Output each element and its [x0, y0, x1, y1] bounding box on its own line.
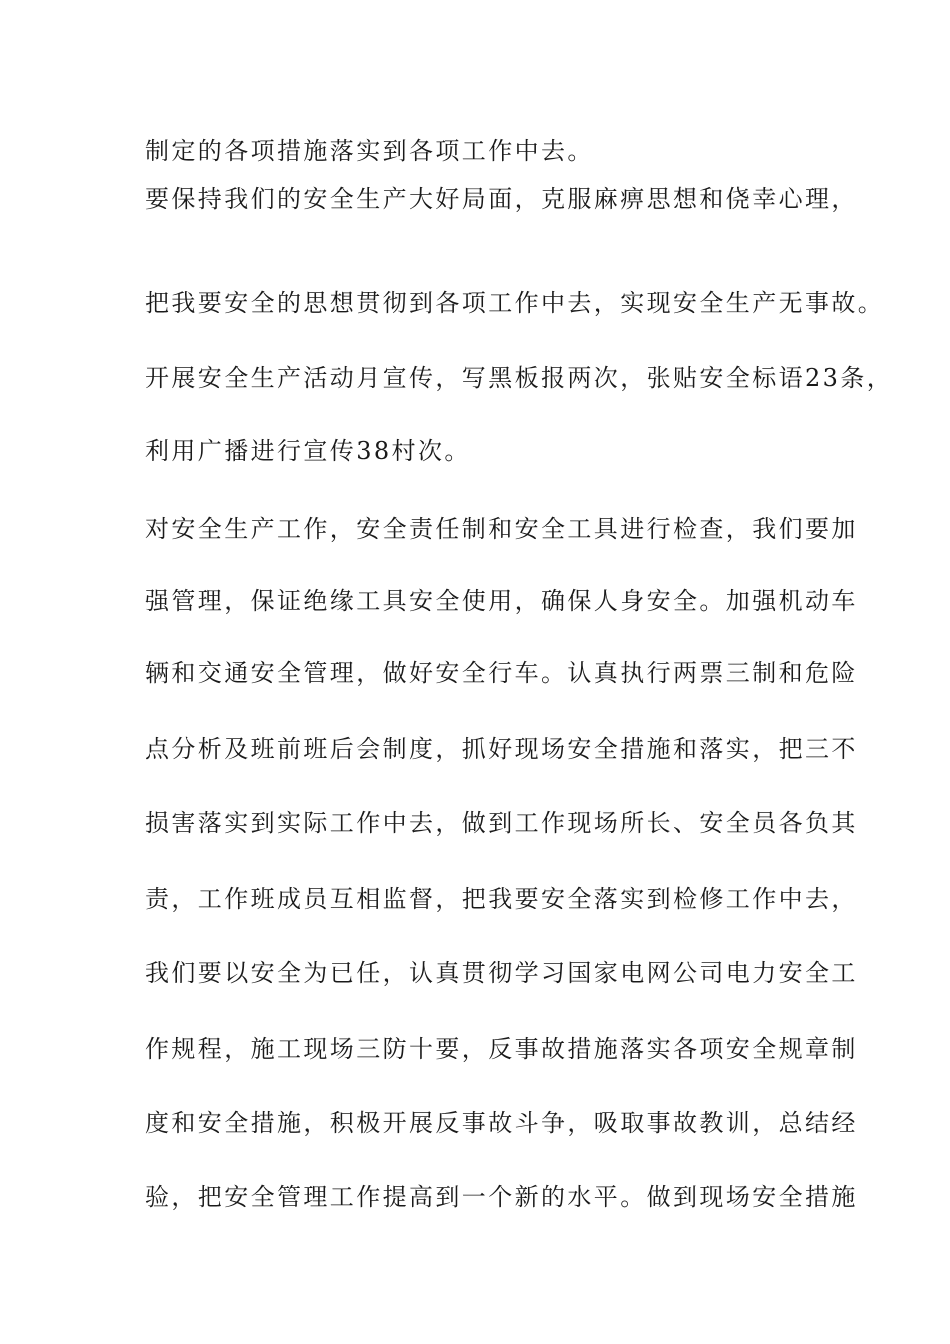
- text-line: 把我要安全的思想贯彻到各项工作中去，实现安全生产无事故。: [145, 289, 885, 317]
- text-line: 我们要以安全为已任，认真贯彻学习国家电网公司电力安全工: [145, 959, 858, 987]
- text-line: 作规程，施工现场三防十要，反事故措施落实各项安全规章制: [145, 1035, 858, 1063]
- text-line: 开展安全生产活动月宣传，写黑板报两次，张贴安全标语23条，: [145, 364, 894, 392]
- text-line: 辆和交通安全管理，做好安全行车。认真执行两票三制和危险: [145, 659, 858, 687]
- text-line: 对安全生产工作，安全责任制和安全工具进行检查，我们要加: [145, 515, 858, 543]
- text-line: 利用广播进行宣传38村次。: [145, 437, 471, 465]
- text-line: 度和安全措施，积极开展反事故斗争，吸取事故教训，总结经: [145, 1109, 858, 1137]
- text-line: 点分析及班前班后会制度，抓好现场安全措施和落实，把三不: [145, 735, 858, 763]
- text-line: 制定的各项措施落实到各项工作中去。: [145, 137, 594, 165]
- text-line: 责，工作班成员互相监督，把我要安全落实到检修工作中去，: [145, 885, 858, 913]
- text-line: 损害落实到实际工作中去，做到工作现场所长、安全员各负其: [145, 809, 858, 837]
- text-line: 验，把安全管理工作提高到一个新的水平。做到现场安全措施: [145, 1183, 858, 1211]
- text-line: 要保持我们的安全生产大好局面，克服麻痹思想和侥幸心理，: [145, 185, 858, 213]
- text-line: 强管理，保证绝缘工具安全使用，确保人身安全。加强机动车: [145, 587, 858, 615]
